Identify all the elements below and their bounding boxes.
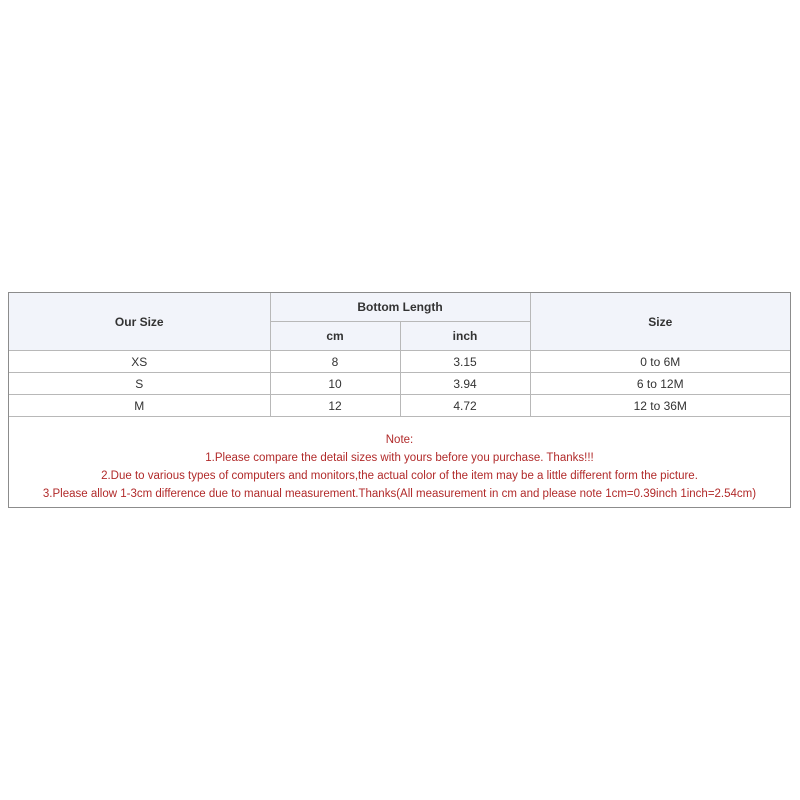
cell-cm: 10 [270,373,400,395]
table-row [9,395,790,417]
cell-size: 12 to 36M [530,395,790,417]
note-line: 2.Due to various types of computers and monitors,the actual color of the item may be a little different form the picture. [101,470,698,482]
header-cm: cm [270,322,400,351]
table-row [9,351,790,373]
size-chart [8,292,791,508]
header-inch: inch [400,322,530,351]
header-our-size: Our Size [9,293,270,351]
cell-inch: 3.15 [400,351,530,373]
note-line: 3.Please allow 1-3cm difference due to manual measurement.Thanks(All measurement in cm and please note 1cm=0.39inch 1inch=2.54cm) [42,488,757,500]
cell-our-size: S [9,373,270,395]
cell-cm: 12 [270,395,400,417]
note-line: 1.Please compare the detail sizes with yours before you purchase. Thanks!!! [205,452,594,464]
cell-inch: 3.94 [400,373,530,395]
note-title: Note: [385,434,414,446]
cell-size: 0 to 6M [530,351,790,373]
cell-inch: 4.72 [400,395,530,417]
cell-cm: 8 [270,351,400,373]
cell-our-size: M [9,395,270,417]
header-bottom-length: Bottom Length [270,293,530,322]
cell-size: 6 to 12M [530,373,790,395]
table-header-row [9,293,790,322]
size-table [9,293,790,417]
header-size: Size [530,293,790,351]
cell-our-size: XS [9,351,270,373]
notes-section [9,417,790,503]
table-row [9,373,790,395]
